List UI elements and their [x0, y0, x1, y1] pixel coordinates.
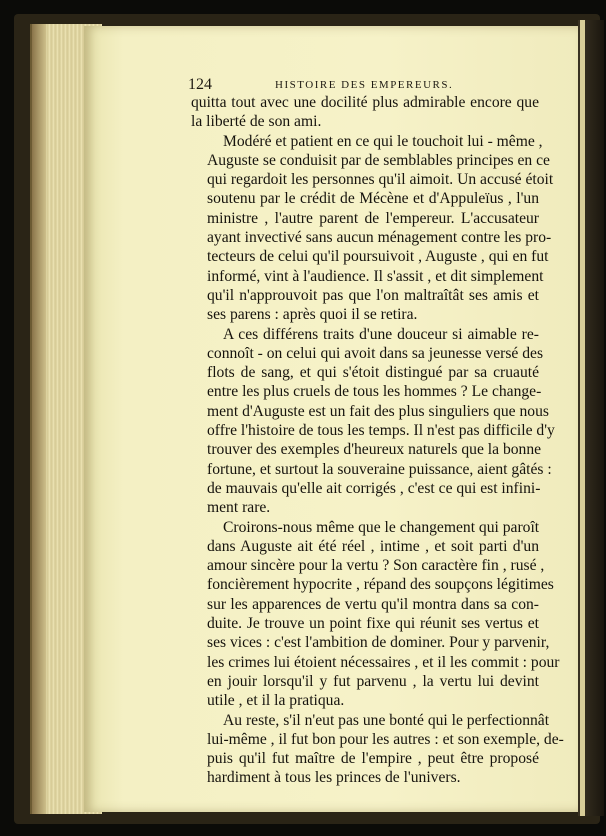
text-line: de mauvais qu'elle ait corrigés , c'est ce qui est infini- — [207, 479, 541, 497]
text-line: A ces différens traits d'une douceur si aimable re- — [223, 325, 539, 343]
text-line: Croirons-nous même que le changement qui paroît — [223, 518, 540, 536]
body-text — [191, 93, 564, 788]
text-line: en jouir lorsqu'il y fut parvenu , la vertu lui devint — [207, 672, 539, 690]
text-line: sur les apparences de vertu qu'il montra dans sa con- — [207, 595, 539, 613]
text-line: dans Auguste ait été réel , intime , et soit parti d'un — [207, 537, 539, 555]
text-line: ayant invectivé sans aucun ménagement contre les pro- — [207, 229, 552, 247]
text-line: tecteurs de celui qu'il poursuivoit , Auguste , qui en fut — [207, 248, 549, 266]
text-line: entre les plus cruels de tous les hommes ? Le change- — [207, 383, 542, 401]
text-line: qu'il n'approuvoit pas que l'on maltraîtât ses amis et — [207, 286, 539, 304]
text-line: lui-même , il fut bon pour les autres : et son exemple, de- — [207, 730, 564, 748]
text-line: foncièrement hypocrite , répand des soupçons légitimes — [207, 576, 554, 594]
text-line: qui regardoit les personnes qu'il aimoit. Un accusé étoit — [207, 171, 554, 189]
text-line: les crimes lui étoient nécessaires , et il les commit : pour — [207, 653, 560, 671]
text-line: hardiment à tous les princes de l'univers. — [207, 769, 461, 787]
text-line: Au reste, s'il n'eut pas une bonté qui le perfectionnât — [223, 711, 550, 729]
text-line: soutenu par le crédit de Mécène et d'Appuleïus , l'un — [207, 190, 539, 208]
text-line: fortune, et surtout la souveraine puissance, aient gâtés : — [207, 460, 552, 478]
text-line: amour sincère pour la vertu ? Son caractère fin , rusé , — [207, 557, 545, 575]
paragraph — [191, 132, 554, 325]
paragraph — [191, 711, 564, 788]
page-number: 124 — [188, 76, 212, 93]
text-line: ses vices : c'est l'ambition de dominer. Pour y parvenir, — [207, 634, 550, 652]
facing-page-edge — [578, 20, 604, 816]
paragraph — [191, 93, 539, 132]
text-line: utile , et il la pratiqua. — [207, 692, 345, 710]
text-line: informé, vint à l'audience. Il s'assit , et dit simplement — [207, 267, 544, 285]
text-line: trouver des exemples d'heureux naturels que la bonne — [207, 441, 542, 459]
text-line: ment d'Auguste est un fait des plus singuliers que nous — [207, 402, 549, 420]
text-line: flots de sang, et qui s'étoit distingué par sa cruauté — [207, 364, 539, 382]
paragraph — [191, 325, 555, 518]
paragraph — [191, 518, 560, 711]
text-line: connoît - on celui qui avoit dans sa jeunesse versé des — [207, 344, 544, 362]
text-line: ministre , l'autre parent de l'empereur. L'accusateur — [207, 209, 539, 227]
text-line: Auguste se conduisit par de semblables principes en ce — [207, 151, 550, 169]
text-line: offre l'histoire de tous les temps. Il n'est pas difficile d'y — [207, 422, 555, 440]
text-line: puis qu'il fut maître de l'empire , peut être proposé — [207, 750, 539, 768]
text-line: Modéré et patient en ce qui le touchoit lui - même , — [223, 132, 543, 150]
text-line: la liberté de son ami. — [191, 113, 322, 131]
text-line: quitta tout avec une docilité plus admirable encore que — [191, 94, 539, 111]
running-head: HISTOIRE DES EMPEREURS. — [275, 79, 454, 91]
text-line: ses parens : après quoi il se retira. — [207, 306, 418, 324]
text-line: duite. Je trouve un point fixe qui réunit ses vertus et — [207, 615, 539, 633]
text-line: ment rare. — [207, 499, 271, 517]
